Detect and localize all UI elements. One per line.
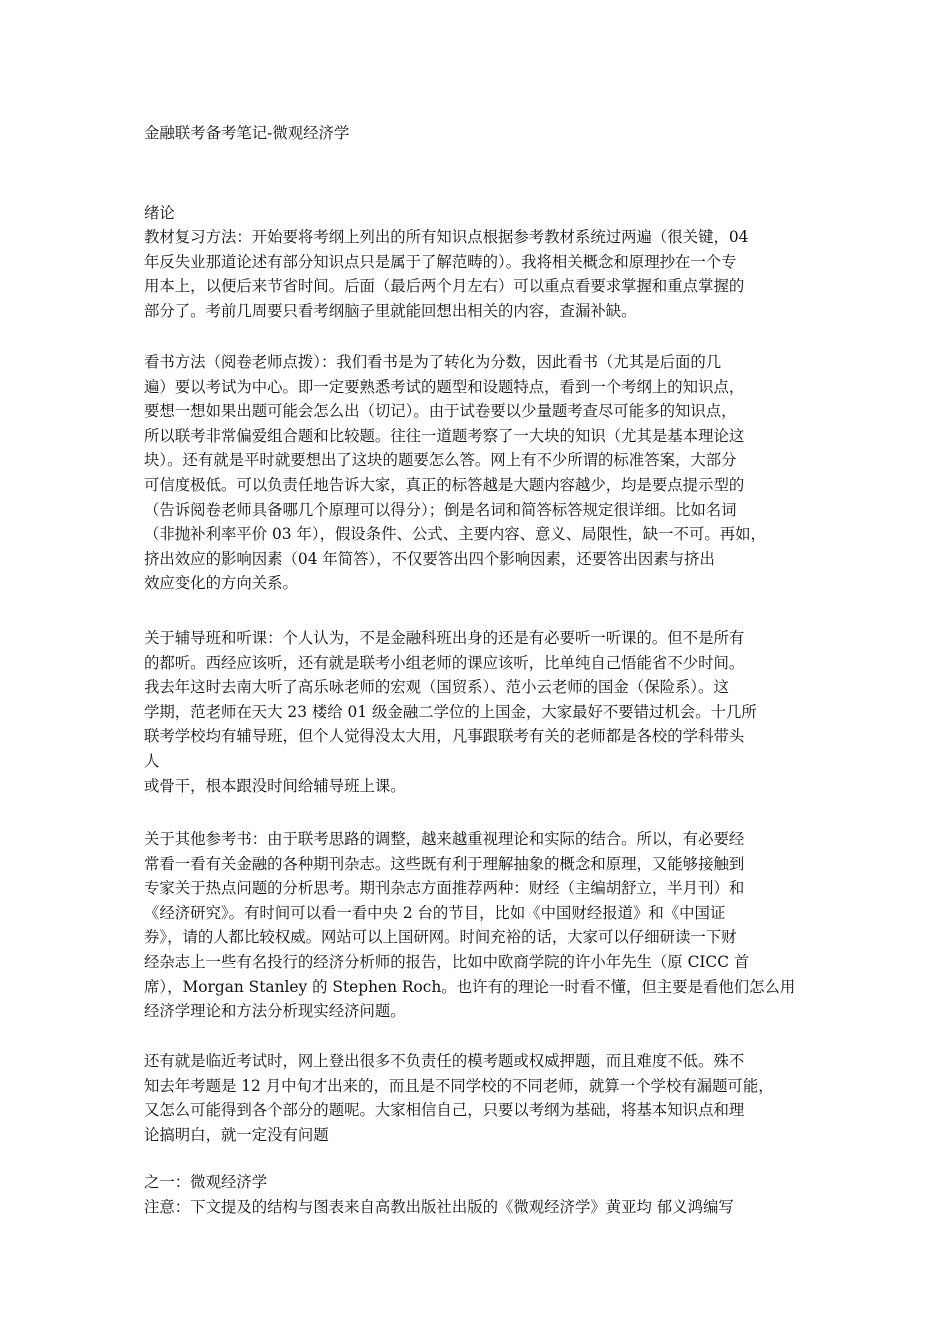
- para-2-line-3: 要想一想如果出题可能会怎么出（切记）。由于试卷要以少量题考查尽可能多的知识点，: [144, 402, 737, 421]
- para-2-line-8: （非抛补利率平价 03 年），假设条件、公式、主要内容、意义、局限性，缺一不可。再如，: [144, 525, 766, 544]
- para-4-line-3: 专家关于热点问题的分析思考。期刊杂志方面推荐两种：财经（主编胡舒立，半月刊）和: [144, 879, 745, 898]
- para-4-line-8: 经济学理论和方法分析现实经济问题。: [144, 1002, 406, 1021]
- para-3-line-7: 或骨干，根本跟没时间给辅导班上课。: [144, 776, 406, 795]
- part-1-line-1: 之一：微观经济学: [144, 1173, 268, 1191]
- para-4-line-7: 席），Morgan Stanley 的 Stephen Roch。也许有的理论一时看不懂，但主要是看他们怎么用: [144, 977, 796, 996]
- para-3-line-6: 人: [144, 752, 160, 770]
- para-2-line-4: 所以联考非常偏爱组合题和比较题。往往一道题考察了一大块的知识（尤其是基本理论这: [144, 426, 745, 445]
- para-5-line-4: 论搞明白，就一定没有问题: [144, 1125, 329, 1144]
- para-3-line-5: 联考学校均有辅导班，但个人觉得没太大用，凡事跟联考有关的老师都是各校的学科带头: [144, 727, 745, 746]
- para-4-line-1: 关于其他参考书：由于联考思路的调整，越来越重视理论和实际的结合。所以，有必要经: [144, 830, 745, 848]
- para-1-line-3: 用本上，以便后来节省时间。后面（最后两个月左右）可以重点看要求掌握和重点掌握的: [144, 277, 745, 296]
- part-1-line-2: 注意：下文提及的结构与图表来自高教出版社出版的《微观经济学》黄亚均 郁义鸿编写: [144, 1197, 734, 1216]
- para-1-line-4: 部分了。考前几周要只看考纲脑子里就能回想出相关的内容，查漏补缺。: [144, 301, 637, 320]
- para-2-line-5: 块）。还有就是平时就要想出了这块的题要怎么答。网上有不少所谓的标准答案，大部分: [144, 451, 737, 470]
- para-4-line-2: 常看一看有关金融的各种期刊杂志。这些既有利于理解抽象的概念和原理，又能够接触到: [144, 854, 745, 873]
- para-3-line-3: 我去年这时去南大听了高乐咏老师的宏观（国贸系）、范小云老师的国金（保险系）。这: [144, 678, 729, 697]
- document-title: 金融联考备考笔记-微观经济学: [144, 124, 350, 142]
- para-2-line-7: （告诉阅卷老师具备哪几个原理可以得分）；倒是名词和简答标答规定很详细。比如名词: [144, 500, 737, 519]
- para-2-line-10: 效应变化的方向关系。: [144, 574, 298, 593]
- para-4-line-5: 券》，请的人都比较权威。网站可以上国研网。时间充裕的话，大家可以仔细研读一下财: [144, 928, 737, 947]
- para-1-line-1: 教材复习方法：开始要将考纲上列出的所有知识点根据参考教材系统过两遍（很关键，04: [144, 228, 749, 246]
- intro-heading-line-1: 绪论: [144, 204, 175, 222]
- para-2-line-6: 可信度极低。可以负责任地告诉大家，真正的标答越是大题内容越少，均是要点提示型的: [144, 476, 745, 494]
- para-4-line-4: 《经济研究》。有时间可以看一看中央 2 台的节目，比如《中国财经报道》和《中国证: [144, 903, 726, 922]
- para-5-line-2: 知去年考题是 12 月中旬才出来的，而且是不同学校的不同老师，就算一个学校有漏题可能，: [144, 1076, 774, 1095]
- para-2-line-1: 看书方法（阅卷老师点拨）：我们看书是为了转化为分数，因此看书（尤其是后面的几: [144, 353, 722, 371]
- para-2-line-2: 遍）要以考试为中心。即一定要熟悉考试的题型和设题特点，看到一个考纲上的知识点，: [144, 377, 745, 396]
- para-5-line-1: 还有就是临近考试时，网上登出很多不负责任的模考题或权威押题，而且难度不低。殊不: [144, 1052, 745, 1070]
- para-5-line-3: 又怎么可能得到各个部分的题呢。大家相信自己，只要以考纲为基础，将基本知识点和理: [144, 1101, 745, 1120]
- para-2-line-9: 挤出效应的影响因素（04 年简答），不仅要答出四个影响因素，还要答出因素与挤出: [144, 549, 715, 568]
- para-4-line-6: 经杂志上一些有名投行的经济分析师的报告，比如中欧商学院的许小年先生（原 CICC 首: [144, 953, 750, 971]
- para-3-line-1: 关于辅导班和听课：个人认为，不是金融科班出身的还是有必要听一听课的。但不是所有: [144, 629, 745, 647]
- para-3-line-2: 的都听。西经应该听，还有就是联考小组老师的课应该听，比单纯自己悟能省不少时间。: [144, 653, 745, 672]
- para-1-line-2: 年反失业那道论述有部分知识点只是属于了解范畴的）。我将相关概念和原理抄在一个专: [144, 252, 737, 271]
- para-3-line-4: 学期，范老师在天大 23 楼给 01 级金融二学位的上国金，大家最好不要错过机会。十几所: [144, 702, 757, 721]
